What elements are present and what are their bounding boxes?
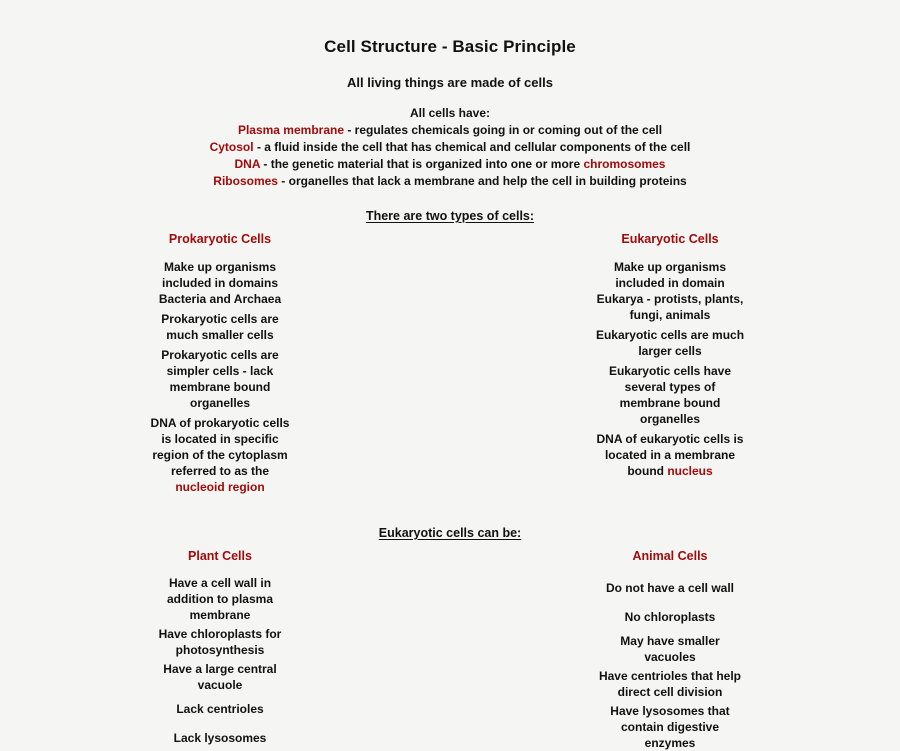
animal-cells-column-header: Animal Cells [632,549,708,563]
row-text: DNA of prokaryotic cells is located in specific region of the cytoplasm referred to as the [150,416,290,478]
fact-term: Cytosol [209,140,254,154]
table-row: Have a large central vacuole [163,662,277,692]
fact-text: - organelles that lack a membrane and help the cell in building proteins [277,174,687,188]
table-row: May have smaller vacuoles [620,634,720,664]
table-row: Have chloroplasts for photosynthesis [158,627,282,657]
all-cells-section [0,106,900,190]
fact-text: - the genetic material that is organized into one or more [260,157,584,171]
eukaryotic-subtypes-heading: Eukaryotic cells can be: [378,526,522,540]
row-term: nucleus [667,464,713,478]
all-cells-heading: All cells have: [409,106,491,120]
table-row [145,411,295,495]
eukaryotic-column-header: Eukaryotic Cells [621,232,719,246]
eukaryotic-row-list [595,255,745,479]
table-row: Eukaryotic cells have several types of membrane bound organelles [608,364,732,426]
plant-cells-column-header: Plant Cells [188,549,252,563]
fact-item [0,156,900,173]
cell-types-heading: There are two types of cells: [365,209,535,223]
eukaryotic-column [450,232,900,495]
table-row: Have a cell wall in addition to plasma membrane [166,576,273,622]
page-title: Cell Structure - Basic Principle [324,37,576,56]
cell-types-columns [0,232,900,495]
page-subtitle: All living things are made of cells [347,75,553,90]
fact-term: Ribosomes [213,174,278,188]
row-text: DNA of eukaryotic cells is located in a membrane bound [596,432,744,478]
eukaryotic-subtypes-section [0,526,900,751]
fact-item [0,122,900,139]
table-row: Lack lysosomes [173,731,267,745]
row-term: nucleoid region [175,480,265,494]
table-row: Prokaryotic cells are simpler cells - lack membrane bound organelles [161,348,279,410]
animal-cells-row-list [595,572,745,751]
table-row: Lack centrioles [176,702,264,716]
table-row: Make up organisms included in domains Bacteria and Archaea [158,260,282,306]
prokaryotic-column-header: Prokaryotic Cells [168,232,272,246]
table-row: Make up organisms included in domain Eukarya - protists, plants, fungi, animals [596,260,744,322]
prokaryotic-column [0,232,450,495]
table-row: No chloroplasts [624,610,716,624]
fact-item [0,173,900,190]
table-row: Eukaryotic cells are much larger cells [595,328,745,358]
all-cells-fact-list [0,122,900,190]
table-row: Have lysosomes that contain digestive enzymes [610,704,730,750]
table-row: Do not have a cell wall [605,581,735,595]
fact-term-secondary: chromosomes [583,157,666,171]
table-row: Have centrioles that help direct cell division [598,669,742,699]
fact-item [0,139,900,156]
animal-cells-column [450,549,900,751]
plant-cells-row-list [145,572,295,751]
cell-types-section [0,209,900,495]
fact-text: - a fluid inside the cell that has chemical and cellular components of the cell [253,140,691,154]
fact-text: - regulates chemicals going in or coming out of the cell [344,123,663,137]
prokaryotic-row-list [145,255,295,495]
table-row: Prokaryotic cells are much smaller cells [161,312,279,342]
fact-term: Plasma membrane [237,123,344,137]
plant-cells-column [0,549,450,751]
eukaryotic-subtypes-columns [0,549,900,751]
table-row [595,427,745,479]
fact-term: DNA [234,157,261,171]
